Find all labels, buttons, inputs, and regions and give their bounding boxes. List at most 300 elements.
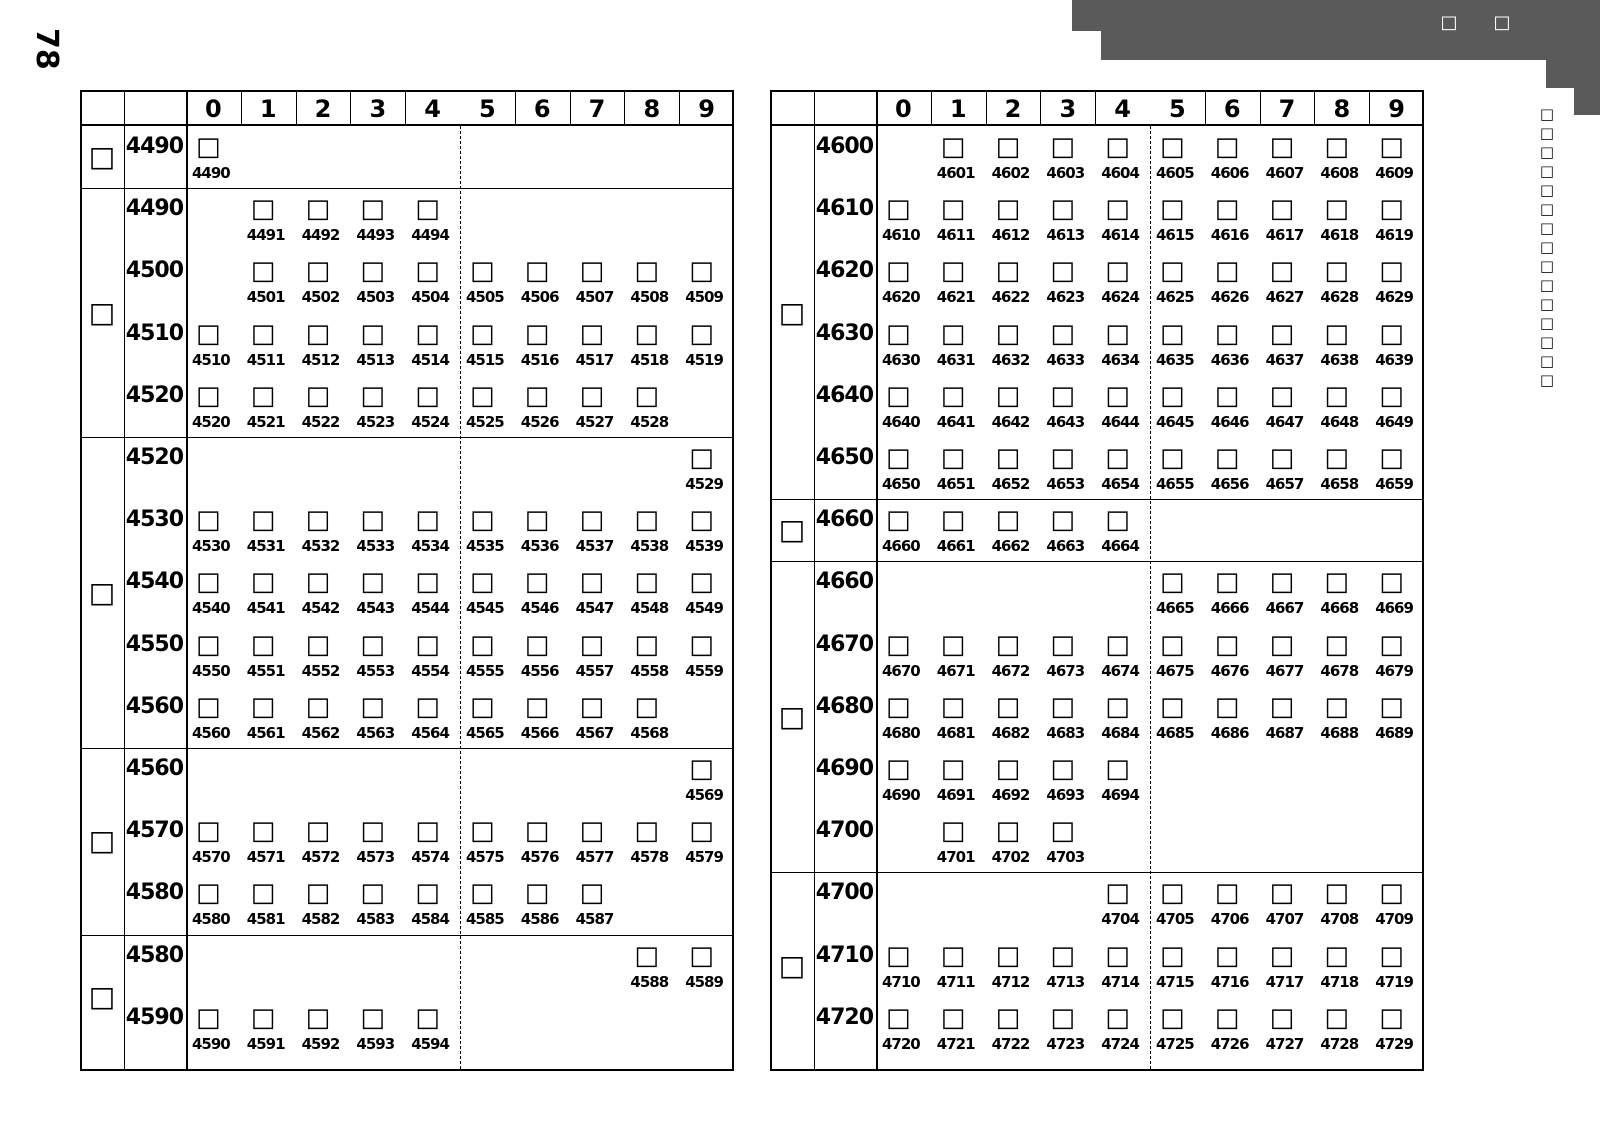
row-code-label: 4620 (815, 258, 873, 284)
kanji-cell (986, 624, 1040, 686)
kanji-cell (1040, 935, 1094, 997)
kanji-cell (1314, 375, 1368, 437)
kanji-glyph: □ (360, 194, 385, 225)
kanji-glyph: □ (886, 505, 911, 536)
kanji-glyph: □ (196, 318, 221, 349)
kanji-cell (1205, 997, 1259, 1059)
kanji-code: 4634 (1101, 350, 1139, 369)
kanji-cell (1040, 748, 1094, 810)
kanji-code: 4569 (685, 786, 723, 804)
kanji-code: 4721 (936, 1034, 975, 1053)
kanji-glyph: □ (470, 256, 495, 287)
kanji-glyph: □ (360, 816, 385, 847)
kanji-cell (515, 810, 569, 872)
kanji-code: 4651 (936, 475, 975, 493)
kanji-code: 4594 (411, 1034, 449, 1053)
kanji-cell (296, 188, 350, 250)
kanji-code: 4515 (466, 350, 504, 369)
kanji-glyph: □ (634, 318, 659, 349)
header-bar (1072, 0, 1600, 31)
kanji-glyph: □ (1160, 567, 1185, 598)
kanji-cell (570, 624, 624, 686)
kanji-cell (296, 810, 350, 872)
kanji-glyph: □ (940, 318, 966, 349)
kanji-cell (350, 499, 404, 561)
kanji-cell (931, 686, 985, 748)
kanji-code: 4528 (630, 412, 669, 431)
kanji-cell (241, 499, 295, 561)
page-number: 78 (29, 28, 64, 70)
kanji-code: 4570 (192, 848, 230, 867)
kanji-code: 4513 (356, 350, 395, 369)
kanji-glyph: □ (524, 878, 550, 909)
column-header: 4 (424, 95, 441, 123)
kanji-glyph: □ (1379, 878, 1404, 909)
kanji-cell (515, 561, 569, 623)
kanji-glyph: □ (360, 318, 385, 349)
kanji-glyph: □ (415, 318, 440, 349)
kanji-code: 4630 (882, 350, 920, 369)
kanji-code-table-right (770, 90, 1424, 1071)
row-code-label: 4590 (125, 1004, 183, 1030)
kanji-code: 4584 (411, 910, 449, 929)
kanji-glyph: □ (1379, 1002, 1404, 1033)
reading-group-glyph: □ (88, 824, 116, 858)
kanji-code: 4653 (1046, 475, 1085, 493)
kanji-code: 4536 (520, 537, 559, 556)
kanji-cell (1205, 935, 1259, 997)
row-code-label: 4670 (815, 631, 873, 657)
kanji-code: 4525 (466, 412, 504, 431)
kanji-glyph: □ (1379, 132, 1404, 162)
kanji-glyph: □ (1379, 256, 1404, 287)
kanji-cell (405, 375, 459, 437)
kanji-glyph: □ (1050, 629, 1075, 660)
kanji-code: 4716 (1210, 972, 1249, 991)
kanji-glyph: □ (1269, 691, 1295, 722)
column-header: 9 (698, 95, 715, 123)
kanji-cell (405, 313, 459, 375)
kanji-code: 4545 (466, 599, 504, 618)
kanji-cell (350, 561, 404, 623)
row-code-label: 4700 (815, 818, 873, 844)
kanji-glyph: □ (1160, 380, 1185, 411)
kanji-code: 4670 (882, 661, 920, 680)
kanji-code: 4702 (991, 848, 1030, 867)
reading-group-glyph: □ (778, 513, 806, 547)
kanji-code: 4694 (1101, 786, 1139, 804)
kanji-glyph: □ (689, 567, 714, 598)
kanji-code: 4685 (1156, 723, 1194, 742)
kanji-cell (876, 437, 930, 499)
kanji-glyph: □ (995, 505, 1021, 536)
kanji-cell (986, 126, 1040, 188)
kanji-cell (405, 997, 459, 1059)
kanji-code: 4623 (1046, 288, 1085, 307)
kanji-cell (1040, 624, 1094, 686)
kanji-code: 4636 (1210, 350, 1249, 369)
kanji-code: 4493 (356, 226, 395, 245)
column-divider (1260, 92, 1261, 126)
kanji-cell (1205, 686, 1259, 748)
kanji-code: 4557 (575, 661, 614, 680)
kanji-cell (186, 686, 240, 748)
reading-group-glyph: □ (778, 699, 806, 733)
kanji-cell (241, 313, 295, 375)
kanji-glyph: □ (1269, 318, 1295, 349)
kanji-cell (241, 686, 295, 748)
kanji-cell (515, 250, 569, 312)
column-divider (350, 92, 351, 126)
row-code-label: 4710 (815, 942, 873, 968)
kanji-cell (1369, 872, 1423, 934)
kanji-glyph: □ (940, 132, 966, 162)
row-code-label: 4560 (125, 756, 183, 781)
row-code-label: 4580 (125, 880, 183, 906)
kanji-code: 4713 (1046, 972, 1085, 991)
kanji-glyph: □ (415, 567, 440, 598)
kanji-cell (186, 810, 240, 872)
kanji-code: 4574 (411, 848, 449, 867)
kanji-code: 4661 (936, 537, 975, 556)
kanji-cell (1260, 686, 1314, 748)
kanji-cell (1260, 313, 1314, 375)
kanji-glyph: □ (524, 816, 550, 847)
column-header: 9 (1388, 95, 1405, 123)
kanji-code: 4517 (575, 350, 614, 369)
kanji-code: 4709 (1375, 910, 1413, 929)
kanji-glyph: □ (196, 132, 221, 162)
kanji-code: 4652 (991, 475, 1030, 493)
kanji-glyph: □ (1105, 256, 1130, 287)
column-header: 8 (643, 95, 661, 123)
kanji-glyph: □ (1214, 1002, 1240, 1033)
kanji-cell (986, 748, 1040, 810)
kanji-code: 4492 (301, 226, 340, 245)
kanji-cell (1369, 997, 1423, 1059)
kanji-code: 4717 (1265, 972, 1304, 991)
kanji-code: 4625 (1156, 288, 1194, 307)
kanji-code: 4606 (1210, 164, 1249, 182)
kanji-code: 4617 (1265, 226, 1304, 245)
kanji-cell (1095, 313, 1149, 375)
kanji-glyph: □ (1160, 691, 1185, 722)
kanji-glyph: □ (415, 816, 440, 847)
kanji-cell (460, 872, 514, 934)
kanji-code: 4609 (1375, 164, 1413, 182)
kanji-code: 4532 (301, 537, 340, 556)
kanji-cell (1095, 624, 1149, 686)
kanji-code: 4571 (246, 848, 285, 867)
kanji-cell (1369, 375, 1423, 437)
kanji-code: 4540 (192, 599, 230, 618)
kanji-glyph: □ (1324, 256, 1349, 287)
kanji-code: 4505 (466, 288, 504, 307)
kanji-cell (1205, 250, 1259, 312)
kanji-cell (350, 624, 404, 686)
kanji-glyph: □ (579, 567, 605, 598)
column-divider (931, 92, 932, 126)
kanji-cell (931, 437, 985, 499)
kanji-code: 4508 (630, 288, 669, 307)
kanji-code: 4649 (1375, 412, 1413, 431)
kanji-code: 4538 (630, 537, 669, 556)
kanji-glyph: □ (524, 505, 550, 536)
kanji-code: 4706 (1210, 910, 1249, 929)
kanji-cell (986, 935, 1040, 997)
kanji-glyph: □ (1269, 1002, 1295, 1033)
kanji-code: 4622 (991, 288, 1030, 307)
kanji-code: 4587 (575, 910, 614, 929)
kanji-cell (241, 997, 295, 1059)
row-code-label: 4680 (815, 693, 873, 719)
kanji-glyph: □ (524, 567, 550, 598)
row-code-label: 4490 (125, 134, 183, 159)
kanji-code: 4566 (520, 723, 559, 742)
kanji-code: 4541 (246, 599, 285, 618)
kanji-cell (876, 375, 930, 437)
kanji-cell (986, 997, 1040, 1059)
kanji-code: 4561 (246, 723, 285, 742)
column-header: 5 (1169, 95, 1186, 123)
kanji-cell (405, 250, 459, 312)
kanji-cell (1260, 997, 1314, 1059)
kanji-cell (405, 499, 459, 561)
kanji-code: 4621 (936, 288, 975, 307)
kanji-code: 4719 (1375, 972, 1413, 991)
kanji-cell (570, 499, 624, 561)
kanji-code: 4641 (936, 412, 975, 431)
kanji-cell (570, 375, 624, 437)
row-code-label: 4660 (815, 569, 873, 595)
kanji-cell (679, 935, 733, 997)
column-header: 4 (1114, 95, 1131, 123)
kanji-cell (460, 499, 514, 561)
kanji-cell (1314, 250, 1368, 312)
kanji-glyph: □ (250, 194, 276, 225)
row-code-label: 4520 (125, 382, 183, 408)
kanji-cell (460, 313, 514, 375)
kanji-cell (931, 810, 985, 872)
kanji-glyph: □ (250, 629, 276, 660)
kanji-cell (1369, 188, 1423, 250)
reading-group-glyph: □ (778, 948, 806, 982)
kanji-glyph: □ (1160, 443, 1185, 473)
kanji-cell (986, 437, 1040, 499)
kanji-cell (624, 375, 678, 437)
kanji-cell (876, 188, 930, 250)
kanji-glyph: □ (415, 256, 440, 287)
kanji-cell (679, 624, 733, 686)
kanji-glyph: □ (1050, 132, 1075, 162)
kanji-glyph: □ (940, 194, 966, 225)
kanji-glyph: □ (1324, 443, 1349, 473)
kanji-cell (876, 624, 930, 686)
kanji-glyph: □ (196, 629, 221, 660)
kanji-glyph: □ (886, 1002, 911, 1033)
kanji-glyph: □ (470, 505, 495, 536)
kanji-code: 4564 (411, 723, 449, 742)
kanji-cell (1205, 126, 1259, 188)
kanji-glyph: □ (886, 256, 911, 287)
kanji-cell (1095, 686, 1149, 748)
kanji-glyph: □ (886, 318, 911, 349)
row-code-label: 4500 (125, 258, 183, 284)
kanji-cell (1040, 810, 1094, 872)
kanji-code: 4610 (882, 226, 920, 245)
kanji-code: 4626 (1210, 288, 1249, 307)
kanji-glyph: □ (250, 691, 276, 722)
kanji-code: 4677 (1265, 661, 1304, 680)
kanji-glyph: □ (250, 816, 276, 847)
kanji-glyph: □ (524, 256, 550, 287)
kanji-code: 4504 (411, 288, 449, 307)
kanji-cell (350, 872, 404, 934)
kanji-code: 4490 (192, 164, 230, 182)
kanji-code: 4550 (192, 661, 230, 680)
kanji-glyph: □ (1050, 256, 1075, 287)
kanji-cell (405, 561, 459, 623)
kanji-cell (296, 997, 350, 1059)
kanji-glyph: □ (250, 256, 276, 287)
kanji-glyph: □ (1214, 878, 1240, 909)
kanji-cell (986, 686, 1040, 748)
kanji-glyph: □ (1269, 443, 1295, 473)
kanji-glyph: □ (470, 878, 495, 909)
kanji-code: 4684 (1101, 723, 1139, 742)
kanji-cell (350, 313, 404, 375)
kanji-code: 4679 (1375, 661, 1413, 680)
kanji-glyph: □ (1105, 754, 1130, 784)
kanji-code: 4629 (1375, 288, 1413, 307)
kanji-cell (624, 624, 678, 686)
kanji-glyph: □ (1214, 443, 1240, 473)
kanji-cell (1369, 437, 1423, 499)
kanji-glyph: □ (634, 567, 659, 598)
kanji-glyph: □ (305, 505, 331, 536)
kanji-code: 4521 (246, 412, 285, 431)
column-divider (624, 92, 625, 126)
column-header: 2 (314, 95, 332, 123)
kanji-code: 4638 (1320, 350, 1359, 369)
kanji-glyph: □ (524, 691, 550, 722)
kanji-cell (350, 997, 404, 1059)
kanji-cell (350, 250, 404, 312)
kanji-glyph: □ (634, 629, 659, 660)
kanji-code: 4544 (411, 599, 449, 618)
kanji-code: 4675 (1156, 661, 1194, 680)
kanji-cell (241, 872, 295, 934)
kanji-cell (876, 250, 930, 312)
kanji-glyph: □ (634, 380, 659, 411)
kanji-code: 4527 (575, 412, 614, 431)
row-code-label: 4580 (125, 942, 183, 968)
kanji-glyph: □ (1050, 318, 1075, 349)
kanji-cell (986, 313, 1040, 375)
kanji-glyph: □ (360, 691, 385, 722)
kanji-cell (1205, 872, 1259, 934)
kanji-cell (1040, 499, 1094, 561)
kanji-code: 4546 (520, 599, 559, 618)
kanji-glyph: □ (524, 318, 550, 349)
group-divider (82, 748, 732, 749)
kanji-cell (1205, 313, 1259, 375)
kanji-cell (1150, 375, 1204, 437)
kanji-glyph: □ (1160, 132, 1185, 162)
kanji-glyph: □ (470, 380, 495, 411)
kanji-code: 4650 (882, 475, 920, 493)
kanji-glyph: □ (305, 380, 331, 411)
kanji-glyph: □ (1379, 194, 1404, 225)
kanji-glyph: □ (689, 256, 714, 287)
kanji-glyph: □ (415, 194, 440, 225)
kanji-cell (241, 561, 295, 623)
kanji-glyph: □ (1050, 1002, 1075, 1033)
kanji-cell (876, 313, 930, 375)
kanji-code: 4511 (246, 350, 285, 369)
kanji-cell (241, 624, 295, 686)
kanji-code: 4720 (882, 1034, 920, 1053)
kanji-cell (241, 188, 295, 250)
kanji-cell (624, 313, 678, 375)
row-code-label: 4550 (125, 631, 183, 657)
kanji-cell (1095, 126, 1149, 188)
section-title: □□□□□□□□□□□□□□□ (1538, 105, 1556, 390)
kanji-code: 4667 (1265, 599, 1304, 618)
kanji-cell (1150, 250, 1204, 312)
kanji-cell (186, 499, 240, 561)
kanji-code: 4565 (466, 723, 504, 742)
kanji-cell (515, 686, 569, 748)
column-divider (405, 92, 406, 126)
kanji-code: 4548 (630, 599, 669, 618)
kanji-cell (1150, 313, 1204, 375)
row-code-label: 4560 (125, 693, 183, 719)
kanji-cell (679, 810, 733, 872)
column-divider (1205, 92, 1206, 126)
kanji-glyph: □ (360, 567, 385, 598)
column-divider (296, 92, 297, 126)
kanji-glyph: □ (1379, 318, 1404, 349)
kanji-code: 4585 (466, 910, 504, 929)
column-divider (515, 92, 516, 126)
kanji-code: 4592 (301, 1034, 340, 1053)
kanji-glyph: □ (634, 816, 659, 847)
kanji-code: 4535 (466, 537, 504, 556)
kanji-code: 4687 (1265, 723, 1304, 742)
kanji-code: 4555 (466, 661, 504, 680)
kanji-cell (350, 375, 404, 437)
kanji-glyph: □ (634, 691, 659, 722)
kanji-code: 4633 (1046, 350, 1085, 369)
kanji-code: 4563 (356, 723, 395, 742)
kanji-glyph: □ (995, 443, 1021, 473)
kanji-code: 4708 (1320, 910, 1359, 929)
kanji-cell (1260, 250, 1314, 312)
kanji-code: 4645 (1156, 412, 1194, 431)
kanji-code: 4526 (520, 412, 559, 431)
kanji-code: 4692 (991, 786, 1030, 804)
kanji-cell (679, 437, 733, 499)
kanji-glyph: □ (940, 380, 966, 411)
kanji-glyph: □ (360, 505, 385, 536)
kanji-code: 4674 (1101, 661, 1139, 680)
column-header: 3 (369, 95, 387, 123)
kanji-code: 4658 (1320, 475, 1359, 493)
kanji-glyph: □ (1105, 878, 1130, 909)
column-divider (1314, 92, 1315, 126)
kanji-glyph: □ (196, 505, 221, 536)
